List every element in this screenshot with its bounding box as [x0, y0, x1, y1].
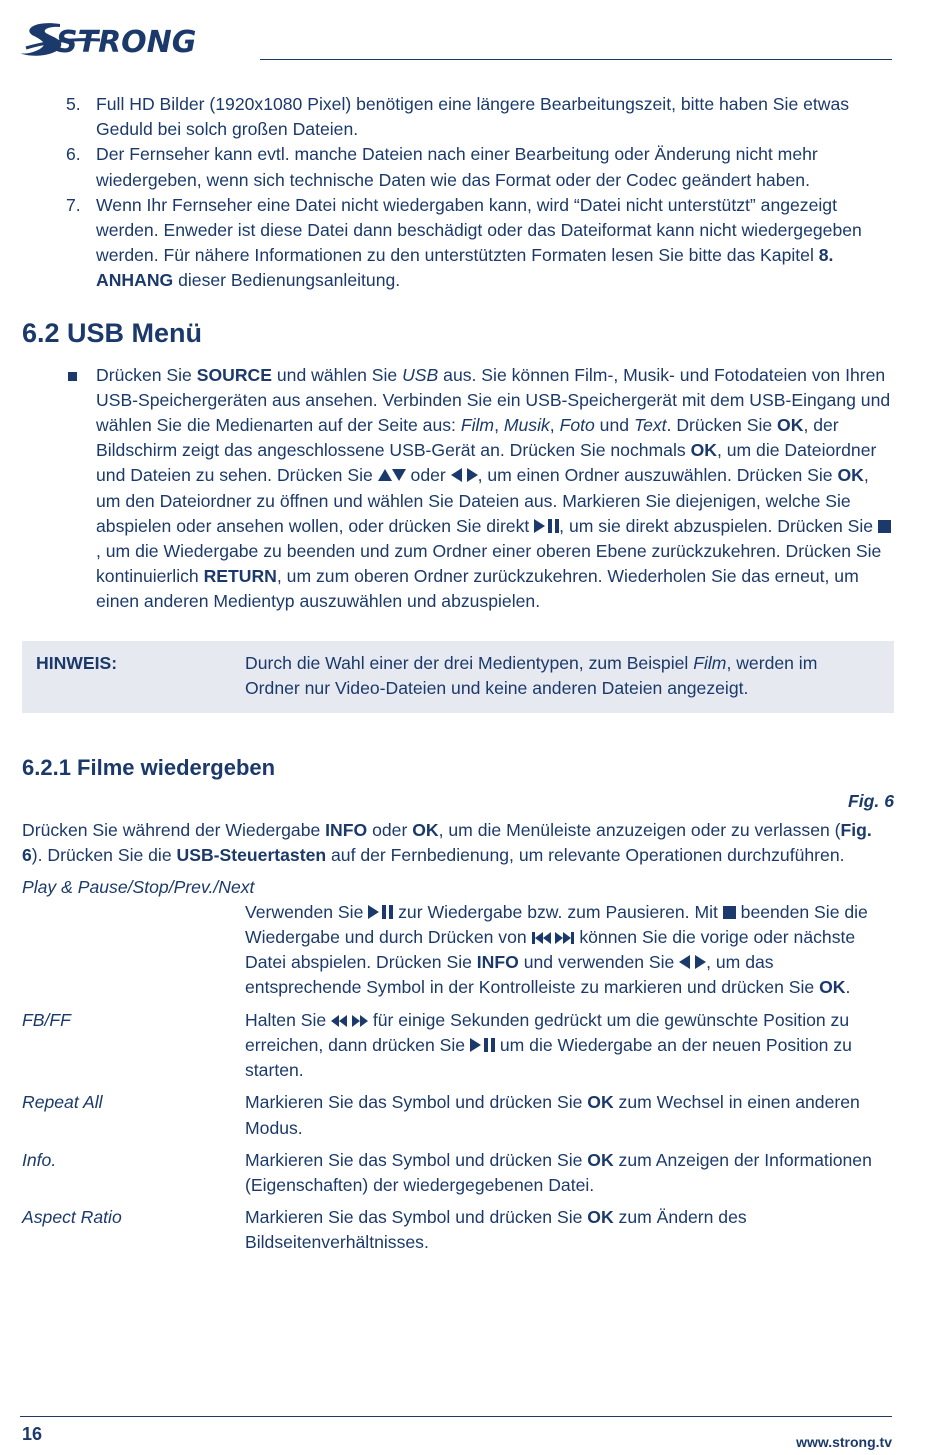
note-label: HINWEIS:	[36, 652, 118, 673]
def-desc-fbff	[245, 1008, 894, 1084]
key-ok: OK	[587, 1092, 614, 1113]
play-icon	[368, 905, 379, 919]
text: für einige Sekunden gedrückt um die gewünschte Position zu erreichen, dann drücken Sie	[245, 1009, 850, 1055]
text: Durch die Wahl einer der drei Medientypen, zum Beispiel	[245, 652, 694, 673]
def-row-info	[22, 1148, 894, 1198]
key-info: INFO	[476, 952, 519, 973]
next-track-icon	[555, 932, 563, 944]
key-ok: OK	[837, 465, 864, 486]
def-desc-repeat	[245, 1090, 894, 1140]
fast-forward-icon	[360, 1015, 368, 1027]
stop-icon	[878, 520, 891, 533]
prev-track-icon	[535, 932, 543, 944]
text: zum Ändern des Bildseitenverhältnisses.	[245, 1207, 747, 1253]
def-term-play: Play & Pause/Stop/Prev./Next	[22, 876, 255, 897]
text-italic: Foto	[559, 415, 595, 436]
def-row-repeat	[22, 1090, 894, 1140]
text: Drücken Sie während der Wiedergabe	[22, 820, 326, 841]
text: , um das entsprechende Symbol in der Kontrolleiste zu markieren und drücken Sie	[245, 952, 820, 998]
def-term-repeat: Repeat All	[22, 1092, 103, 1113]
film-paragraph	[22, 818, 894, 868]
text: auf der Fernbedienung, um relevante Operationen durchzuführen.	[326, 845, 845, 866]
text: Verwenden Sie	[245, 901, 369, 922]
list-number: 7.	[66, 194, 81, 215]
text: , um den Dateiordner zu öffnen und wählen Sie Dateien aus. Markieren Sie diejenigen, welche Sie abspielen oder ansehen wollen, oder drücken Sie direkt	[96, 465, 869, 536]
text: , um die Menüleiste anzuzeigen oder zu verlassen (	[438, 820, 841, 841]
play-icon	[470, 1038, 481, 1052]
list-item	[22, 92, 894, 142]
note-box	[22, 641, 894, 713]
key-source: SOURCE	[196, 364, 272, 385]
def-desc-aspect	[245, 1205, 894, 1255]
pause-icon	[484, 1038, 495, 1052]
usb-keys-ref: USB-Steuertasten	[176, 845, 327, 866]
text: und	[594, 415, 634, 436]
page-content	[22, 92, 894, 1263]
chapter-ref: 8. ANHANG	[96, 245, 834, 291]
section-title-film: 6.2.1 Filme wiedergeben	[22, 755, 276, 781]
page-header	[20, 18, 892, 68]
text: und wählen Sie	[272, 364, 403, 385]
list-text: Der Fernseher kann evtl. manche Dateien nach einer Bearbeitung oder Änderung nicht mehr wiedergeben, wenn sich technische Daten wie das Format oder der Codec geändert haben.	[96, 144, 818, 190]
key-ok: OK	[412, 820, 439, 841]
text: aus. Sie können Film-, Musik- und Fotodateien von Ihren USB-Speichergeräten aus ansehen. Verbinden Sie ein USB-Speichergerät mit dem USB-Eingang und wählen Sie die Medienarten auf der Seite aus:	[96, 364, 891, 436]
text: können Sie die vorige oder nächste Datei abspielen. Drücken Sie	[245, 927, 856, 973]
text: beenden Sie die Wiedergabe und durch Drücken von	[245, 901, 868, 948]
text: zum Anzeigen der Informationen (Eigenschaften) der wiedergegebenen Datei.	[245, 1149, 872, 1195]
text: Halten Sie	[245, 1009, 332, 1030]
key-ok: OK	[587, 1149, 614, 1170]
figure-label: Fig. 6	[848, 791, 894, 812]
text: um die Wiedergabe an der neuen Position zu starten.	[245, 1034, 852, 1081]
key-info: INFO	[325, 820, 368, 841]
text: oder	[367, 820, 413, 841]
right-arrow-icon	[695, 955, 706, 969]
text: ). Drücken Sie die	[31, 845, 177, 866]
def-row-fbff	[22, 1008, 894, 1084]
definition-list	[22, 875, 894, 1256]
left-arrow-icon	[451, 468, 462, 482]
pause-icon	[548, 519, 559, 533]
text: . Drücken Sie	[666, 415, 778, 436]
text: oder	[405, 465, 451, 486]
text: zum Wechsel in einen anderen Modus.	[245, 1092, 860, 1138]
list-number: 6.	[66, 144, 81, 165]
page-number: 16	[22, 1424, 43, 1444]
up-arrow-icon	[378, 469, 392, 481]
key-return: RETURN	[203, 566, 277, 587]
down-arrow-icon	[392, 469, 406, 481]
text: , werden im Ordner nur Video-Dateien und keine anderen Dateien angezeigt.	[245, 652, 818, 698]
list-text: dieser Bedienungsanleitung.	[173, 270, 401, 291]
text-italic: Film	[460, 415, 495, 436]
list-item	[22, 142, 894, 192]
list-item	[22, 193, 894, 294]
brand-text: STRONG	[56, 25, 197, 60]
text: , der Bildschirm zeigt das angeschlossene USB-Gerät an. Drücken Sie nochmals	[96, 415, 839, 461]
text: , um einen Ordner auszuwählen. Drücken Sie	[477, 465, 838, 486]
pause-icon	[382, 905, 393, 919]
figure-ref: Fig. 6	[22, 820, 872, 866]
play-icon	[534, 519, 545, 533]
text: ,	[549, 415, 560, 436]
text: .	[845, 977, 851, 998]
def-desc-play	[22, 900, 894, 1001]
text: , um zum oberen Ordner zurückzukehren. Wiederholen Sie das erneut, um einen anderen Medientyp auszuwählen und abzuspielen.	[96, 566, 859, 612]
numbered-list	[22, 92, 894, 294]
key-ok: OK	[777, 415, 804, 436]
text-italic: Musik	[503, 415, 550, 436]
list-text: Wenn Ihr Fernseher eine Datei nicht wiedergaben kann, wird “Datei nicht unterstützt” angezeigt werden. Enweder ist diese Datei dann beschädigt oder das Dateiformat kann nicht wiedergegeben werden. Für nähere Informationen zu den unterstützten Formaten lesen Sie bitte das Kapitel	[96, 194, 862, 266]
def-term-aspect: Aspect Ratio	[22, 1207, 122, 1228]
text: , um die Dateiordner und Dateien zu sehen. Drücken Sie	[96, 440, 877, 486]
text: , um die Wiedergabe zu beenden und zum Ordner einer oberen Ebene zurückzukehren. Drücken Sie kontinuierlich	[96, 541, 882, 587]
text: und verwenden Sie	[518, 952, 680, 973]
key-ok: OK	[819, 977, 846, 998]
text-italic: Film	[693, 652, 727, 673]
rewind-icon	[331, 1015, 339, 1027]
stop-icon	[723, 906, 736, 919]
note-text	[245, 651, 864, 701]
website-url: www.strong.tv	[796, 1434, 892, 1450]
def-term-info: Info.	[22, 1149, 57, 1170]
rewind-icon	[339, 1015, 347, 1027]
text: Drücken Sie	[96, 364, 197, 385]
text: Markieren Sie das Symbol und drücken Sie	[245, 1092, 588, 1113]
def-row-aspect	[22, 1205, 894, 1255]
header-rule	[260, 59, 892, 60]
text: ,	[494, 415, 504, 436]
text: zur Wiedergabe bzw. zum Pausieren. Mit	[393, 901, 723, 922]
text-italic: USB	[402, 364, 439, 385]
key-ok: OK	[587, 1207, 614, 1228]
text: , um sie direkt abzuspielen. Drücken Sie	[559, 515, 878, 536]
bullet-square-icon	[68, 372, 77, 381]
section-title-usb: 6.2 USB Menü	[22, 317, 203, 348]
text: Markieren Sie das Symbol und drücken Sie	[245, 1207, 588, 1228]
next-track-icon	[563, 932, 571, 944]
prev-track-icon	[543, 932, 551, 944]
def-term-fbff: FB/FF	[22, 1009, 71, 1030]
fast-forward-icon	[352, 1015, 360, 1027]
text-italic: Text	[633, 415, 667, 436]
text: Markieren Sie das Symbol und drücken Sie	[245, 1149, 588, 1170]
bullet-paragraph	[22, 363, 894, 615]
list-number: 5.	[66, 94, 81, 114]
def-desc-info	[245, 1148, 894, 1198]
key-ok: OK	[690, 440, 717, 461]
list-text: Full HD Bilder (1920x1080 Pixel) benötigen eine längere Bearbeitungszeit, bitte haben Sie etwas Geduld bei solch großen Dateien.	[96, 94, 850, 140]
strong-logo	[20, 18, 230, 60]
left-arrow-icon	[679, 955, 690, 969]
right-arrow-icon	[467, 468, 478, 482]
footer-rule	[20, 1416, 892, 1417]
